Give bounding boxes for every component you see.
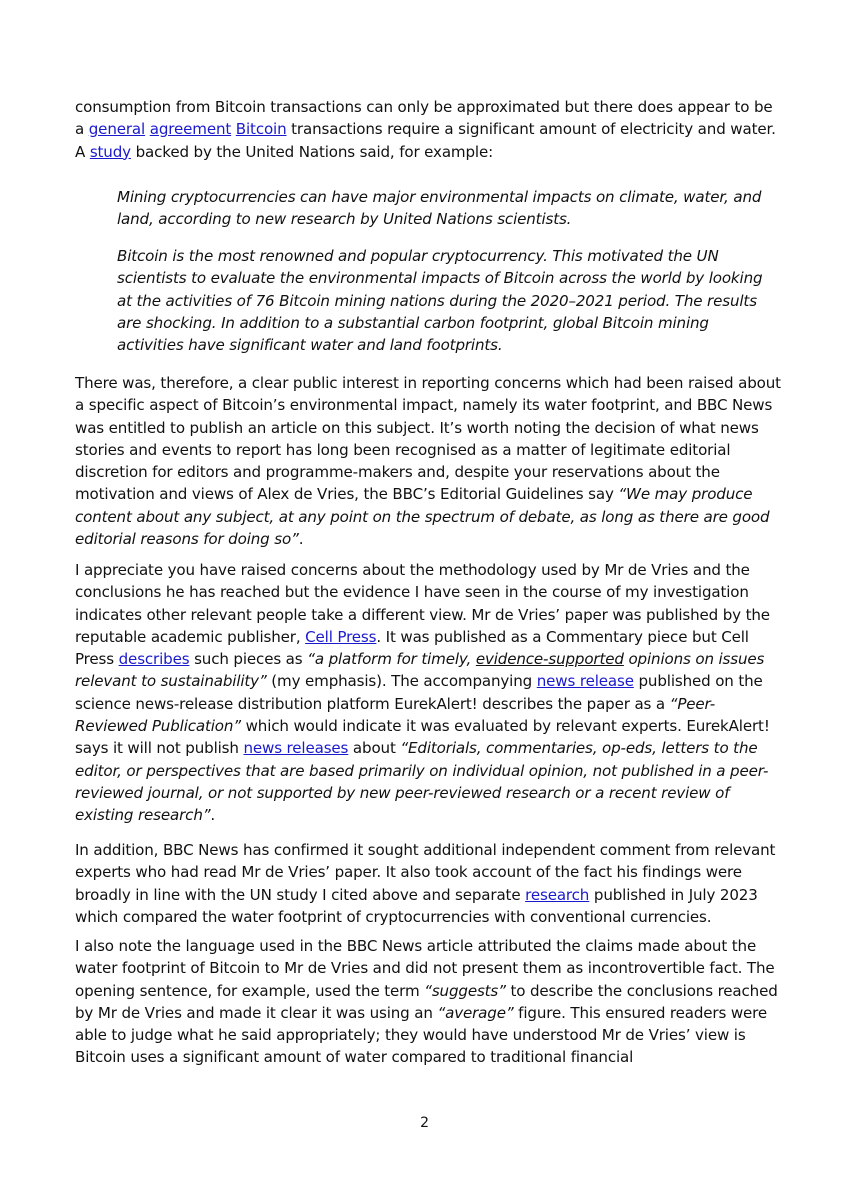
emphasis-text: opinions on issues relevant to sustainability” bbox=[75, 650, 765, 691]
text-run: . bbox=[298, 530, 304, 549]
hyperlink[interactable]: Bitcoin bbox=[235, 120, 287, 139]
emphasis-text: “Peer-Reviewed Publication” bbox=[75, 694, 716, 736]
text-run: such pieces as bbox=[189, 650, 308, 669]
text-run: backed by the United Nations said, for example: bbox=[130, 142, 494, 161]
hyperlink[interactable]: news releases bbox=[243, 739, 349, 758]
text-run: I also note the language used in the BBC News article attributed the claims made about the water footprint of Bitcoin to Mr de Vries and did not present them as incontrovertible fact. The opening sentence, for example, used the term bbox=[75, 937, 775, 1000]
paragraph-1 bbox=[75, 96, 785, 163]
text-run: There was, therefore, a clear public interest in reporting concerns which had been raised about a specific aspect of Bitcoin’s environmental impact, namely its water footprint, and BBC News was entitled to publish an article on this subject. It’s worth noting the decision of what news stories and events to report has long been recognised as a matter of legitimate editorial discretion for editors and programme-makers and, despite your reservations about the motivation and views of Alex de Vries, the BBC’s Editorial Guidelines say bbox=[75, 374, 781, 504]
hyperlink[interactable]: Cell Press bbox=[305, 627, 377, 646]
text-run: published on the science news-release distribution platform EurekAlert! describes the paper as a bbox=[75, 672, 763, 713]
emphasis-text: “We may produce content about any subject, at any point on the spectrum of debate, as long as there are good editorial reasons for doing so” bbox=[75, 485, 770, 549]
paragraph-2 bbox=[75, 372, 785, 550]
hyperlink[interactable]: research bbox=[525, 885, 590, 904]
text-run: published in July 2023 which compared the water footprint of cryptocurrencies with conventional currencies. bbox=[75, 885, 758, 926]
emphasis-text: “Editorials, commentaries, op-eds, letters to the editor, or perspectives that are based primarily on individual opinion, not published in a peer-reviewed journal, or not supported by new peer-reviewed research or a recent review of existing research” bbox=[75, 739, 769, 825]
quote-1: Mining cryptocurrencies can have major environmental impacts on climate, water, and land, according to new research by United Nations scientists. bbox=[117, 188, 762, 229]
hyperlink[interactable]: study bbox=[89, 142, 131, 161]
text-run: consumption from Bitcoin transactions can only be approximated but there does appear to be a bbox=[75, 98, 773, 139]
page-number: 2 bbox=[420, 1115, 429, 1131]
hyperlink[interactable]: describes bbox=[118, 650, 190, 669]
text-run: which would indicate it was evaluated by relevant experts. EurekAlert! says it will not publish bbox=[75, 717, 770, 758]
emphasis-text: “suggests” bbox=[424, 981, 506, 1000]
text-run: transactions require a significant amount of electricity and water. A bbox=[75, 120, 776, 161]
text-run: about bbox=[348, 739, 401, 758]
emphasis-text: “average” bbox=[437, 1003, 514, 1022]
paragraph-4 bbox=[75, 839, 785, 928]
emphasis-text: “a platform for timely, bbox=[307, 650, 476, 669]
text-run: In addition, BBC News has confirmed it sought additional independent comment from relevant experts who had read Mr de Vries’ paper. It also took account of the fact his findings were broadly in line with the UN study I cited above and separate bbox=[75, 841, 776, 904]
text-run: . It was published as a Commentary piece but Cell Press bbox=[75, 627, 749, 669]
text-run: (my emphasis). The accompanying bbox=[266, 672, 537, 691]
paragraph-3 bbox=[75, 559, 785, 827]
emphasis-underlined: evidence-supported bbox=[475, 650, 624, 669]
paragraph-5 bbox=[75, 935, 785, 1069]
hyperlink[interactable]: general bbox=[88, 120, 146, 139]
text-run: to describe the conclusions reached by Mr de Vries and made it clear it was using an bbox=[75, 981, 778, 1022]
hyperlink[interactable]: news release bbox=[536, 672, 634, 691]
text-run: figure. This ensured readers were able to judge what he said appropriately; they would have understood Mr de Vries’ view is Bitcoin uses a significant amount of water compared to traditional financial bbox=[75, 1003, 768, 1067]
quote-2: Bitcoin is the most renowned and popular cryptocurrency. This motivated the UN scientists to evaluate the environmental impacts of Bitcoin across the world by looking at the activities of 76 Bitcoin mining nations during the 2020–2021 period. The results are shocking. In addition to a substantial carbon footprint, global Bitcoin mining activities have significant water and land footprints. bbox=[117, 247, 763, 355]
text-run: . bbox=[210, 806, 216, 825]
text-run: I appreciate you have raised concerns about the methodology used by Mr de Vries and the conclusions he has reached but the evidence I have seen in the course of my investigation indicates other relevant people take a different view. Mr de Vries’ paper was published by the reputable academic publisher, bbox=[75, 561, 770, 646]
hyperlink[interactable]: agreement bbox=[149, 120, 232, 139]
